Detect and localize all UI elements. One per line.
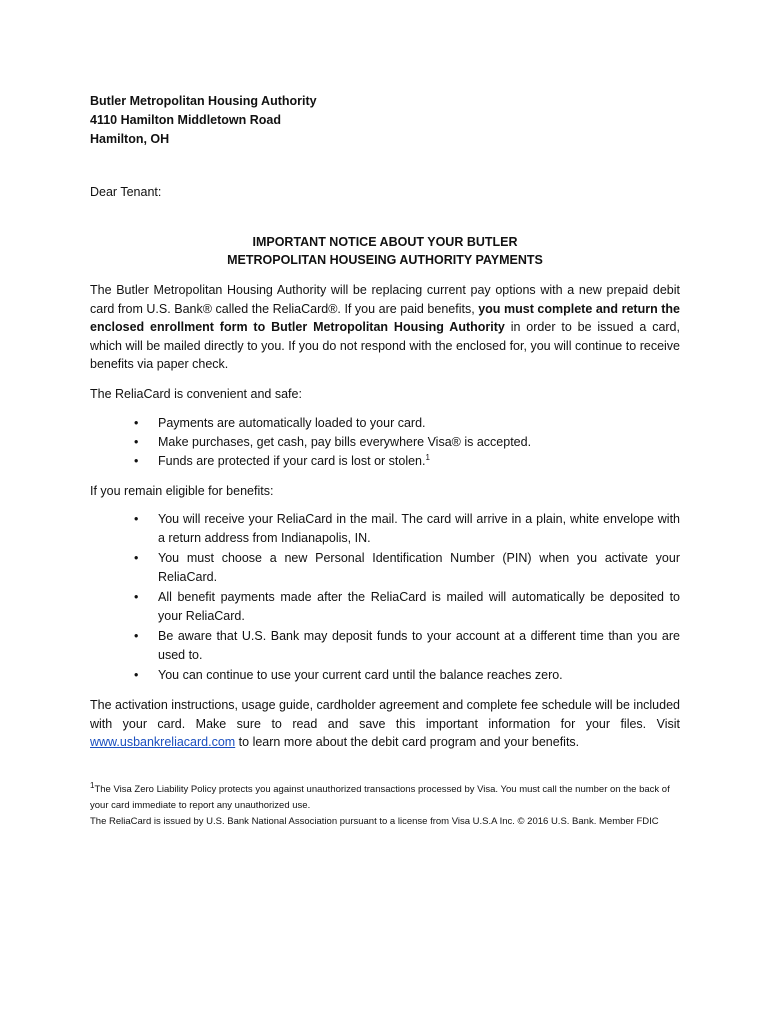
bullet-icon: • xyxy=(134,551,139,566)
footnote-reference: 1 xyxy=(425,452,430,462)
bullet-icon: • xyxy=(134,590,139,605)
convenient-list xyxy=(90,414,680,471)
list-item-text: Funds are protected if your card is lost or stolen. xyxy=(158,453,426,468)
list-item-text: You must choose a new Personal Identification Number (PIN) when you activate your ReliaCard. xyxy=(158,551,680,585)
list-item xyxy=(90,549,680,587)
address-line-1: Butler Metropolitan Housing Authority xyxy=(90,94,317,108)
address-line-3: Hamilton, OH xyxy=(90,132,170,146)
list-item xyxy=(90,588,680,626)
greeting: Dear Tenant: xyxy=(90,185,162,199)
intro-text-2: in order to be issued a card, which will be mailed directly to you. If you do not respond with the enclosed for, you will continue to receive benefits via paper check. xyxy=(90,320,680,372)
list-item-text: You can continue to use your current card until the balance reaches zero. xyxy=(158,668,563,683)
list-item xyxy=(90,414,680,433)
letter-page xyxy=(90,92,680,830)
closing-text-2: to learn more about the debit card program and your benefits. xyxy=(235,735,580,750)
sender-address xyxy=(90,92,680,149)
bullet-icon: • xyxy=(134,434,139,449)
footnote-1-text: The Visa Zero Liability Policy protects you against unauthorized transactions processed by Visa. You must call the number on the back of your card immediate to report any unauthorized use. xyxy=(90,783,670,811)
closing-paragraph xyxy=(90,696,680,752)
list-item xyxy=(90,510,680,548)
eligible-list xyxy=(90,510,680,685)
bullet-icon: • xyxy=(134,629,139,644)
convenient-heading: The ReliaCard is convenient and safe: xyxy=(90,386,302,401)
list-item-text: Make purchases, get cash, pay bills everywhere Visa® is accepted. xyxy=(158,434,532,449)
list-item xyxy=(90,627,680,665)
list-item xyxy=(90,666,680,685)
footnote-2: The ReliaCard is issued by U.S. Bank National Association pursuant to a license from Visa U.S.A Inc. © 2016 U.S. Bank. Member FDIC xyxy=(90,815,659,827)
intro-text-1: The Butler Metropolitan Housing Authority will be replacing current pay options with a new prepaid debit card from U.S. Bank® called the ReliaCard®. If you are paid benefits, xyxy=(90,283,680,316)
reliacard-website-link[interactable]: www.usbankreliacard.com xyxy=(90,735,236,750)
notice-title-line-1: IMPORTANT NOTICE ABOUT YOUR BUTLER xyxy=(252,235,518,249)
list-item-text: Be aware that U.S. Bank may deposit funds to your account at a different time than you are used to. xyxy=(158,629,680,663)
bullet-icon: • xyxy=(134,512,139,527)
address-line-2: 4110 Hamilton Middletown Road xyxy=(90,113,281,127)
footnote-marker: 1 xyxy=(90,780,95,790)
list-item-text: All benefit payments made after the ReliaCard is mailed will automatically be deposited to your ReliaCard. xyxy=(158,590,680,624)
notice-title xyxy=(90,233,680,269)
bullet-icon: • xyxy=(134,415,139,430)
closing-text-1: The activation instructions, usage guide, cardholder agreement and complete fee schedule will be included with your card. Make sure to read and save this important information for your files. Visit xyxy=(90,698,680,731)
bullet-icon: • xyxy=(134,453,139,468)
bullet-icon: • xyxy=(134,668,139,683)
footnote-1 xyxy=(90,782,680,814)
notice-title-line-2: METROPOLITAN HOUSEING AUTHORITY PAYMENTS xyxy=(227,253,543,267)
list-item xyxy=(90,433,680,452)
list-item xyxy=(90,452,680,471)
list-item-text: Payments are automatically loaded to your card. xyxy=(158,415,426,430)
intro-paragraph xyxy=(90,281,680,374)
footnotes xyxy=(90,782,680,830)
list-item-text: You will receive your ReliaCard in the mail. The card will arrive in a plain, white envelope with a return address from Indianapolis, IN. xyxy=(158,512,680,546)
eligible-heading: If you remain eligible for benefits: xyxy=(90,483,274,498)
intro-bold-text: you must complete and return the enclosed enrollment form to Butler Metropolitan Housing Authority xyxy=(90,301,680,335)
